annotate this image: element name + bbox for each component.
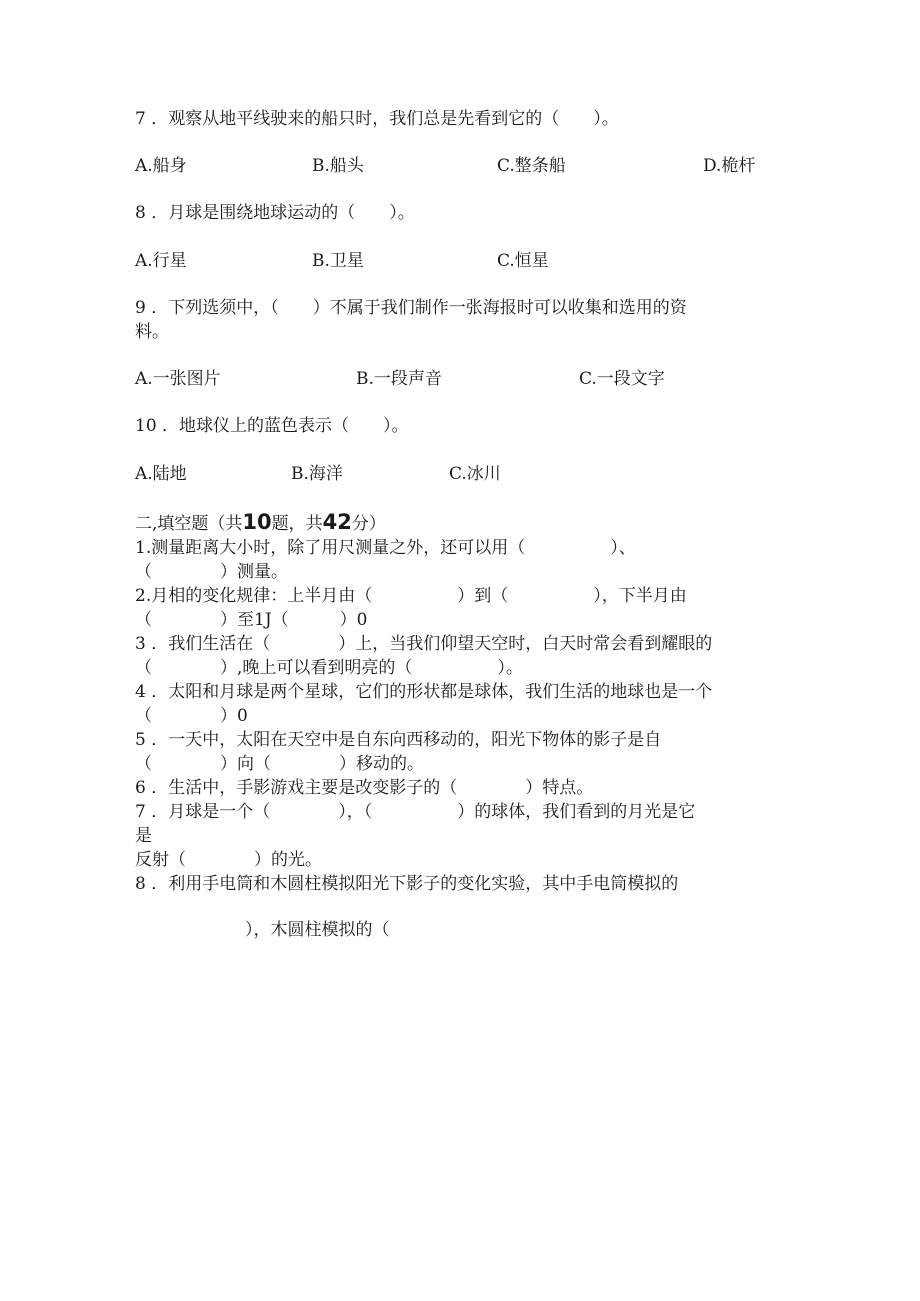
fill-line: 4 ．太阳和月球是两个星球，它们的形状都是球体，我们生活的地球也是一个 xyxy=(135,682,713,702)
section-2-middle: 题，共 xyxy=(271,514,323,534)
question-7-stem: 7 ．观察从地平线驶来的船只时，我们总是先看到它的（ ）。 xyxy=(135,109,619,129)
section-2-score: 42 xyxy=(322,510,352,534)
question-9-option-c: C.一段文字 xyxy=(579,369,665,389)
fill-line: 反射（ ）的光。 xyxy=(135,850,322,870)
fill-line: （ ）0 xyxy=(135,706,248,726)
section-2-count: 10 xyxy=(242,510,272,534)
question-7-option-c: C.整条船 xyxy=(497,156,566,176)
question-9-stem-line-1: 9 ．下列选须中，（ ）不属于我们制作一张海报时可以收集和选用的资 xyxy=(135,298,687,318)
fill-line: 7 ．月球是一个（ ），（ ）的球体，我们看到的月光是它 xyxy=(135,802,696,822)
fill-line: 8 ．利用手电筒和木圆柱模拟阳光下影子的变化实验，其中手电筒模拟的 xyxy=(135,874,679,894)
question-9-stem-line-2: 料。 xyxy=(135,322,169,342)
question-8-option-b: B.卫星 xyxy=(312,251,364,271)
question-8-option-c: C.恒星 xyxy=(497,251,549,271)
fill-line: （ ）测量。 xyxy=(135,562,288,582)
fill-line: （ ）至1J（ ）0 xyxy=(135,610,368,630)
fill-line: 5 ．一天中，太阳在天空中是自东向西移动的，阳光下物体的影子是自 xyxy=(135,730,662,750)
question-7-option-a: A.船身 xyxy=(135,156,187,176)
section-2-suffix: 分） xyxy=(351,514,386,534)
question-10-option-c: C.冰川 xyxy=(449,464,501,484)
section-2-heading xyxy=(135,511,386,535)
fill-line: ），木圆柱模拟的（ xyxy=(160,920,390,940)
question-10-stem: 10 ．地球仪上的蓝色表示（ ）。 xyxy=(135,416,409,436)
fill-line: 是 xyxy=(135,826,152,846)
section-2-prefix: 二,填空题（共 xyxy=(135,514,243,534)
question-10-option-b: B.海洋 xyxy=(291,464,343,484)
fill-line: 1.测量距离大小时，除了用尺测量之外，还可以用（ ）、 xyxy=(135,538,636,558)
fill-line: 6 ．生活中，手影游戏主要是改变影子的（ ）特点。 xyxy=(135,778,594,798)
fill-line: （ ）向（ ）移动的。 xyxy=(135,754,424,774)
question-10-option-a: A.陆地 xyxy=(135,464,187,484)
fill-line: 3 ．我们生活在（ ）上，当我们仰望天空时，白天时常会看到耀眼的 xyxy=(135,634,713,654)
question-7-option-d: D.桅杆 xyxy=(703,156,756,176)
question-7-option-b: B.船头 xyxy=(312,156,364,176)
question-9-option-b: B.一段声音 xyxy=(356,369,442,389)
question-8-stem: 8 ．月球是围绕地球运动的（ ）。 xyxy=(135,203,415,223)
fill-line: （ ）,晚上可以看到明亮的（ ）。 xyxy=(135,658,523,678)
question-8-option-a: A.行星 xyxy=(135,251,187,271)
fill-line: 2.月相的变化规律：上半月由（ ）到（ ），下半月由 xyxy=(135,586,687,606)
question-9-option-a: A.一张图片 xyxy=(135,369,221,389)
